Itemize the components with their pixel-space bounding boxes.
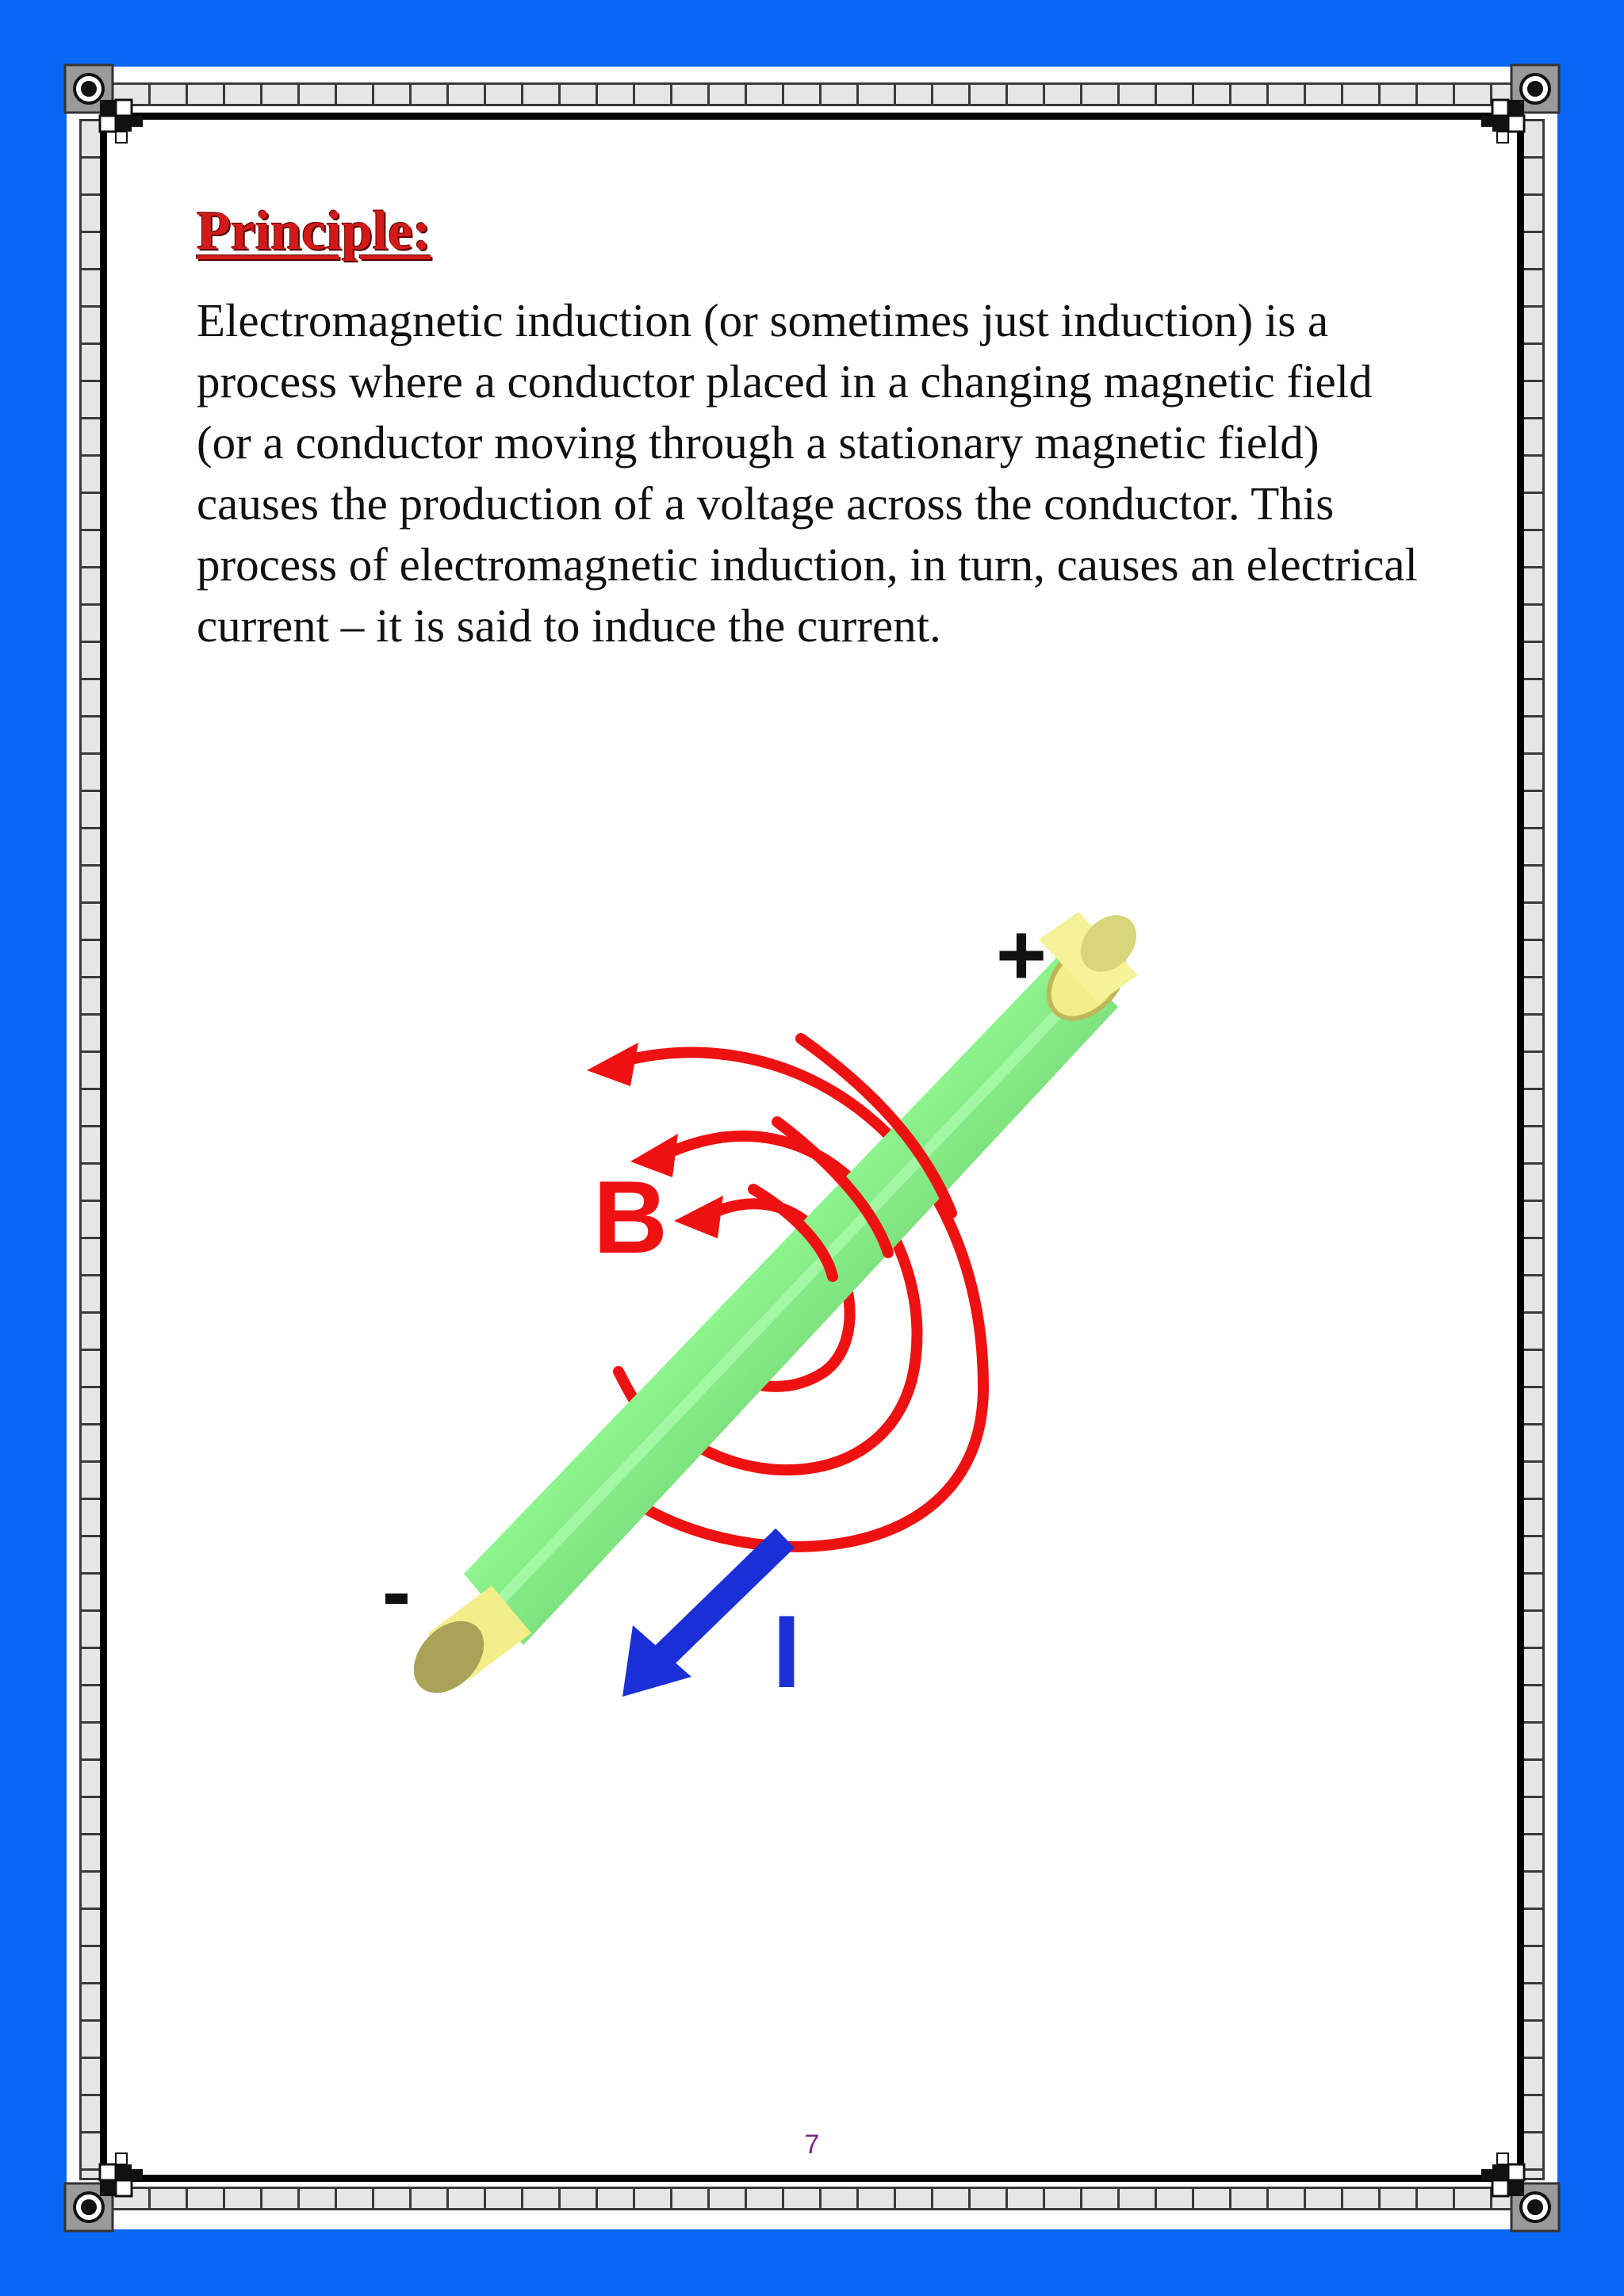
field-arrowhead-inner	[674, 1196, 723, 1238]
border-bottom	[111, 2187, 1513, 2210]
current-arrow	[622, 1538, 785, 1697]
section-heading: Principle:	[197, 201, 431, 262]
border-right	[1521, 119, 1545, 2180]
induction-diagram	[381, 896, 1269, 1792]
magnetic-field-label: B	[593, 1159, 668, 1275]
field-arrowhead-outer	[587, 1043, 638, 1086]
page-number: 7	[804, 2130, 820, 2160]
border-top	[111, 82, 1513, 106]
principle-paragraph: Electromagnetic induction (or sometimes just induction) is a process where a conductor placed in a changing magnetic field (or a conductor moving through a stationary magnetic field) causes the production of a voltage across the conductor. This process of electromagnetic induction, in turn, causes an electrical current – it is said to induce the current.	[197, 294, 1418, 652]
negative-terminal-label: -	[381, 1543, 412, 1640]
current-label: I	[772, 1594, 802, 1709]
corner-ornament-bottom-left	[63, 2150, 146, 2233]
corner-ornament-top-left	[63, 63, 146, 146]
conductor-wire	[400, 904, 1147, 1706]
positive-terminal-label: +	[995, 906, 1048, 1004]
corner-ornament-top-right	[1478, 63, 1561, 146]
corner-ornament-bottom-right	[1478, 2150, 1561, 2233]
